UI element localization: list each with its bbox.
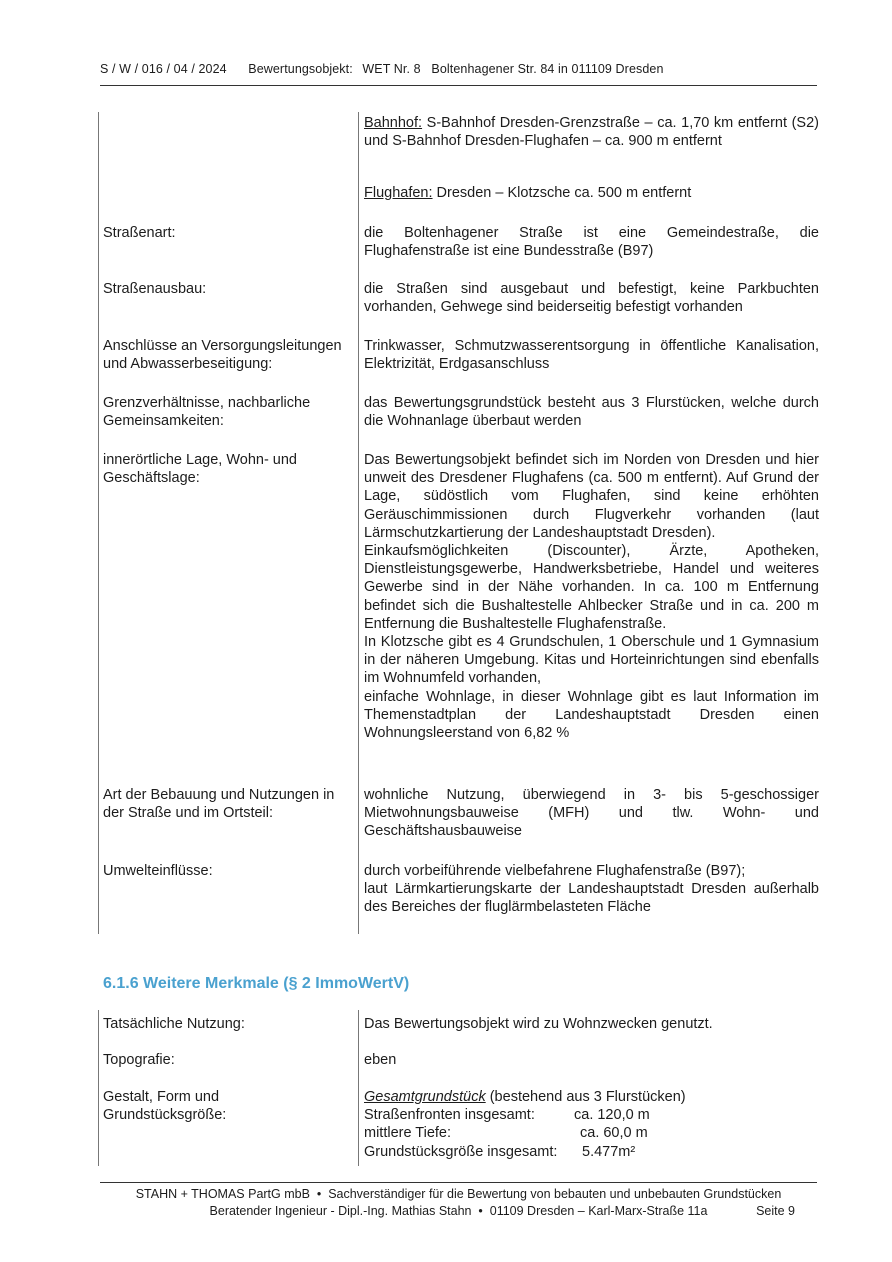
- umwelteinfluesse-paragraph: laut Lärmkartierungskarte der Landeshauptstadt Dresden außerhalb des Bereiches der fluglärmbelasteten Fläche: [364, 881, 819, 916]
- footer-address-line: Beratender Ingenieur - Dipl.-Ing. Mathias Stahn • 01109 Dresden – Karl-Marx-Straße 11a: [209, 1204, 708, 1218]
- footer-address-row: [100, 1203, 817, 1220]
- lage-paragraph: einfache Wohnlage, in dieser Wohnlage gibt es laut Information im Themenstadtplan der Landeshauptstadt Dresden einen Wohnungsleerstand von 6,82 %: [364, 688, 819, 742]
- page-header: [100, 62, 820, 76]
- document-reference: S / W / 016 / 04 / 2024: [100, 62, 227, 76]
- anschluesse-label: Anschlüsse an Versorgungsleitungen und Abwasserbeseitigung:: [103, 338, 342, 373]
- lage-value: [364, 451, 819, 742]
- footer-divider: [100, 1182, 817, 1183]
- gestalt-value: [364, 1088, 819, 1161]
- section-heading: 6.1.6 Weitere Merkmale (§ 2 ImmoWertV): [103, 975, 410, 992]
- bahnhof-value: [364, 114, 819, 150]
- bahnhof-text: S-Bahnhof Dresden-Grenzstraße – ca. 1,70 km entfernt (S2) und S-Bahnhof Dresden-Flughafen – ca. 900 m entfernt: [364, 115, 819, 150]
- flughafen-text: Dresden – Klotzsche ca. 500 m entfernt: [432, 185, 692, 201]
- bebauung-value: wohnliche Nutzung, überwiegend in 3- bis 5-geschossiger Mietwohnungsbauweise (MFH) und tlw. Wohn- und Geschäftshausbauweise: [364, 787, 819, 840]
- umwelteinfluesse-value: [364, 862, 819, 917]
- lage-label: innerörtliche Lage, Wohn- und Geschäftslage:: [103, 452, 297, 487]
- strassenausbau-label: Straßenausbau:: [103, 281, 207, 297]
- umwelteinfluesse-label: Umwelteinflüsse:: [103, 863, 213, 879]
- topografie-value: eben: [364, 1052, 397, 1068]
- grundstueck-metric-row: [364, 1143, 819, 1161]
- gesamtgrundstueck-title: [364, 1088, 819, 1106]
- object-label: Bewertungsobjekt:: [248, 62, 353, 76]
- flughafen-value: [364, 184, 819, 202]
- header-divider: [100, 85, 817, 86]
- gesamtgrundstueck-note: (bestehend aus 3 Flurstücken): [485, 1089, 686, 1105]
- table2-left-border: [98, 1010, 99, 1166]
- metric-value: ca. 60,0 m: [580, 1125, 648, 1142]
- object-address: WET Nr. 8 Boltenhagener Str. 84 in 011109 Dresden: [362, 62, 664, 76]
- lage-paragraph: Das Bewertungsobjekt befindet sich im Norden von Dresden und hier unweit des Dresdener Flughafens (ca. 500 m entfernt). Auf Grund der Lage, südöstlich vom Flughafen, sind keine erhöhten Geräuschimmissionen durch Flugverkehr vorhanden (laut Lärmschutzkartierung der Landeshauptstadt Dresden).: [364, 452, 819, 541]
- bebauung-label: Art der Bebauung und Nutzungen in der Straße und im Ortsteil:: [103, 787, 335, 822]
- flughafen-key: Flughafen:: [364, 185, 433, 201]
- anschluesse-value: Trinkwasser, Schmutzwasserentsorgung in öffentliche Kanalisation, Elektrizität, Erdgasanschluss: [364, 338, 819, 373]
- grundstueck-metric-row: [364, 1124, 819, 1142]
- gesamtgrundstueck-key: Gesamtgrundstück: [364, 1089, 486, 1105]
- metric-key: Grundstücksgröße insgesamt:: [364, 1143, 558, 1160]
- lage-paragraph: Einkaufsmöglichkeiten (Discounter), Ärzte, Apotheken, Dienstleistungsgewerbe, Handwerksbetriebe, Handel und weiteres Gewerbe sind in der Nähe vorhanden. In ca. 100 m Entfernung befindet sich die Bushaltestelle Ahlbecker Straße und in ca. 200 m Entfernung die Bushaltestelle Flughafenstraße.: [364, 543, 819, 632]
- nutzung-value: Das Bewertungsobjekt wird zu Wohnzwecken genutzt.: [364, 1016, 713, 1032]
- grenzverhaeltnisse-value: das Bewertungsgrundstück besteht aus 3 Flurstücken, welche durch die Wohnanlage überbaut werden: [364, 395, 819, 430]
- strassenart-label: Straßenart:: [103, 225, 176, 241]
- page-footer: [100, 1186, 817, 1220]
- gestalt-label: Gestalt, Form und Grundstücksgröße:: [103, 1089, 227, 1124]
- table1-left-border: [98, 112, 99, 934]
- grundstueck-metric-row: [364, 1106, 819, 1124]
- bahnhof-key: Bahnhof:: [364, 115, 423, 131]
- metric-key: mittlere Tiefe:: [364, 1125, 452, 1142]
- topografie-label: Topografie:: [103, 1052, 175, 1068]
- metric-value: 5.477m²: [582, 1143, 636, 1160]
- metric-key: Straßenfronten insgesamt:: [364, 1107, 535, 1124]
- page-number: Seite 9: [756, 1204, 795, 1218]
- lage-paragraph: In Klotzsche gibt es 4 Grundschulen, 1 Oberschule und 1 Gymnasium in der näheren Umgebung. Kitas und Horteinrichtungen sind ebenfalls im Wohnumfeld vorhanden,: [364, 634, 819, 687]
- umwelteinfluesse-paragraph: durch vorbeiführende vielbefahrene Flughafenstraße (B97);: [364, 863, 746, 879]
- table1-column-divider: [358, 112, 359, 934]
- metric-value: ca. 120,0 m: [574, 1107, 650, 1124]
- strassenart-value: die Boltenhagener Straße ist eine Gemeindestraße, die Flughafenstraße ist eine Bundesstraße (B97): [364, 225, 819, 260]
- strassenausbau-value: die Straßen sind ausgebaut und befestigt, keine Parkbuchten vorhanden, Gehwege sind beiderseitig befestigt vorhanden: [364, 281, 819, 316]
- table2-column-divider: [358, 1010, 359, 1166]
- footer-company-line: STAHN + THOMAS PartG mbB • Sachverständiger für die Bewertung von bebauten und unbebauten Grundstücken: [135, 1187, 782, 1201]
- nutzung-label: Tatsächliche Nutzung:: [103, 1016, 245, 1032]
- grenzverhaeltnisse-label: Grenzverhältnisse, nachbarliche Gemeinsamkeiten:: [103, 395, 311, 430]
